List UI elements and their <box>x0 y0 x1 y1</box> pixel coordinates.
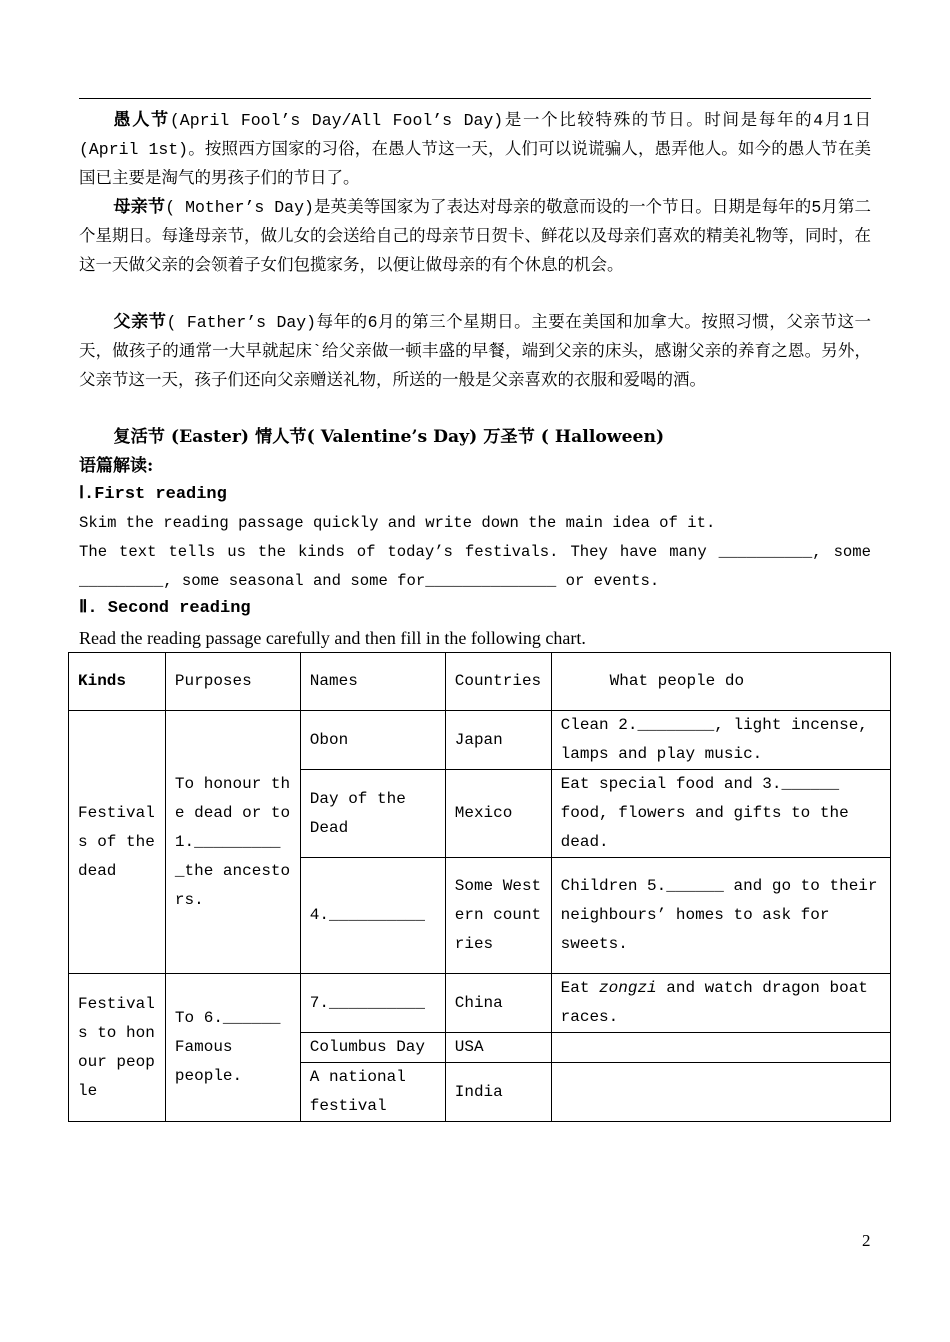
country-cell: Japan <box>445 711 551 770</box>
name-cell: A national festival <box>300 1063 445 1122</box>
country-cell: China <box>445 974 551 1033</box>
section-title: 语篇解读: <box>79 456 154 476</box>
header-names: Names <box>300 653 445 711</box>
header-countries: Countries <box>445 653 551 711</box>
festival-name: 父亲节 <box>113 312 167 332</box>
table-row <box>69 974 891 1033</box>
festival-chart <box>68 652 891 1122</box>
header-what-people-do: What people do <box>551 653 890 711</box>
second-reading-instruction: Read the reading passage carefully and then fill in the following chart. <box>79 628 586 648</box>
first-reading-line2: The text tells us the kinds of today’s festivals. They have many __________, some _________, some seasonal and some for______________ or events. <box>79 543 871 590</box>
kind-cell: Festivals of the dead <box>69 711 166 974</box>
activity-cell <box>551 1063 890 1122</box>
table-row <box>69 711 891 770</box>
header-purposes: Purposes <box>165 653 300 711</box>
festival-text: ( Mother’s Day)是英美等国家为了表达对母亲的敬意而设的一个节日。日期是每年的5月第二个星期日。每逢母亲节，做儿女的会送给自己的母亲节日贺卡、鲜花以及母亲们喜欢的精美礼物等，同时，在这一天做父亲的会领着子女们包揽家务，以便让做母亲的有个休息的机会。 <box>79 198 871 275</box>
name-cell: Columbus Day <box>300 1033 445 1063</box>
activity-cell: Eat special food and 3.______ food, flowers and gifts to the dead. <box>551 770 890 858</box>
header-rule <box>79 98 871 99</box>
name-cell: Obon <box>300 711 445 770</box>
festival-text: ( Father’s Day)每年的6月的第三个星期日。主要在美国和加拿大。按照习惯，父亲节这一天，做孩子的通常一大早就起床`给父亲做一顿丰盛的早餐，端到父亲的床头，感谢父亲的养育之恩。另外，父亲节这一天，孩子们还向父亲赠送礼物，所送的一般是父亲喜欢的衣服和爱喝的酒。 <box>79 313 871 390</box>
activity-cell: Clean 2.________, light incense, lamps and play music. <box>551 711 890 770</box>
table-header-row <box>69 653 891 711</box>
page-number: 2 <box>862 1231 871 1250</box>
activity-cell <box>551 1033 890 1063</box>
first-reading-line1: Skim the reading passage quickly and write down the main idea of it. <box>79 514 716 532</box>
name-cell: Day of the Dead <box>300 770 445 858</box>
activity-cell <box>551 974 890 1033</box>
other-festivals-line: 复活节 (Easter) 情人节( Valentine’s Day) 万圣节 ( Halloween) <box>113 427 665 447</box>
second-reading-heading: Ⅱ. Second reading <box>79 599 251 618</box>
kind-cell: Festivals to honour people <box>69 974 166 1122</box>
header-kinds: Kinds <box>69 653 166 711</box>
first-reading-heading: Ⅰ.First reading <box>79 485 227 504</box>
country-cell: Mexico <box>445 770 551 858</box>
activity-text: and watch dragon boat races. <box>560 979 868 1026</box>
country-cell: Some Western countries <box>445 858 551 974</box>
name-cell: 7.__________ <box>300 974 445 1033</box>
april-fools-paragraph <box>79 106 871 193</box>
name-cell: 4.__________ <box>300 858 445 974</box>
country-cell: India <box>445 1063 551 1122</box>
mothers-day-paragraph <box>79 193 871 280</box>
activity-cell: Children 5.______ and go to their neighbours’ homes to ask for sweets. <box>551 858 890 974</box>
activity-italic: zongzi <box>599 979 657 997</box>
purpose-cell: To honour the dead or to 1._________ _the ancestors. <box>165 711 300 974</box>
purpose-cell: To 6.______ Famous people. <box>165 974 300 1122</box>
fathers-day-paragraph <box>79 308 871 395</box>
festival-name: 愚人节 <box>113 110 170 130</box>
festival-text: (April Fool’s Day/All Fool’s Day)是一个比较特殊的节日。时间是每年的4月1日(April 1st)。按照西方国家的习俗，在愚人节这一天，人们可以说谎骗人，愚弄他人。如今的愚人节在美国已主要是淘气的男孩子们的节日了。 <box>79 111 871 188</box>
country-cell: USA <box>445 1033 551 1063</box>
festival-name: 母亲节 <box>113 197 166 217</box>
activity-text: Eat <box>560 979 600 997</box>
